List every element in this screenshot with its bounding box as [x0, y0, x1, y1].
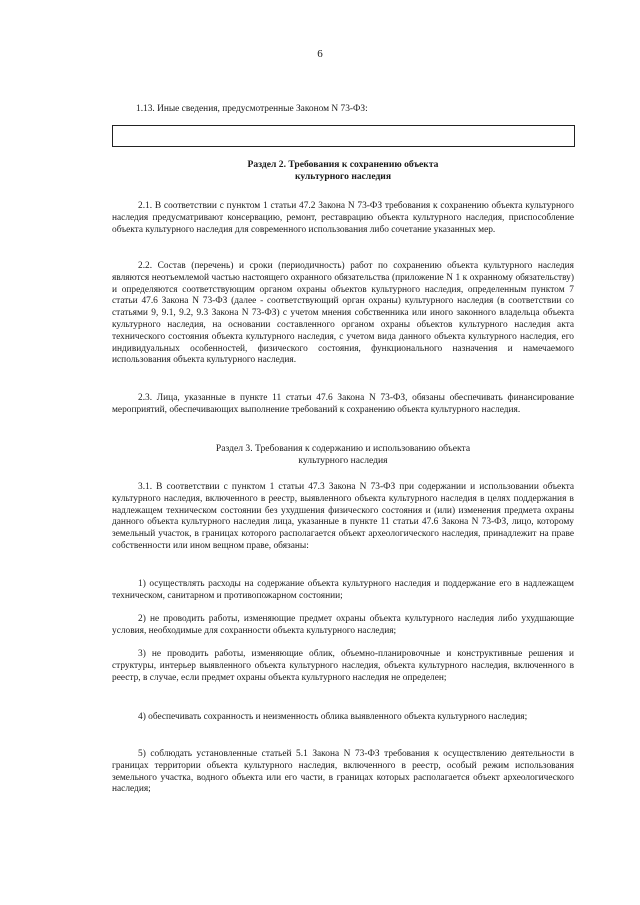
item-1-13: 1.13. Иные сведения, предусмотренные Законом N 73-ФЗ:: [136, 104, 368, 114]
empty-info-box: [112, 125, 575, 147]
paragraph-2-2: 2.2. Состав (перечень) и сроки (периодичность) работ по сохранению объекта культурного наследия являются неотъемлемой частью настоящего охранного обязательства (приложение N 1 к охранному обязательству) и определяются соответствующим органом охраны объектов культурного наследия, определенным пунктом 7 статьи 47.6 Закона N 73-ФЗ (далее - соответствующий орган охраны) культурного наследия (в соответствии со статьями 9, 9.1, 9.2, 9.3 Закона N 73-ФЗ) с учетом мнения собственника или иного законного владельца объекта культурного наследия, на основании составленного органом охраны объектов культурного наследия акта технического состояния объекта культурного наследия, с учетом вида данного объекта культурного наследия, его индивидуальных особенностей, физического состояния, функционального назначения и намечаемого использования объекта культурного наследия.: [112, 261, 574, 366]
list-item-4: 4) обеспечивать сохранность и неизменность облика выявленного объекта культурного наследия;: [138, 712, 528, 722]
list-item-3: 3) не проводить работы, изменяющие облик, объемно-планировочные и конструктивные решения и структуры, интерьер выявленного объекта культурного наследия, объекта культурного наследия, включенного в реестр, в случае, если предмет охраны объекта культурного наследия не определен;: [112, 649, 574, 683]
paragraph-3-1: 3.1. В соответствии с пунктом 1 статьи 47.3 Закона N 73-ФЗ при содержании и использовании объекта культурного наследия, включенного в реестр, выявленного объекта культурного наследия в целях поддержания в надлежащем техническом состоянии без ухудшения физического состояния и (или) изменения предмета охраны данного объекта культурного наследия лица, указанные в пункте 11 статьи 47.6 Закона N 73-ФЗ, лицо, которому земельный участок, в границах которого располагается объект археологического наследия, принадлежит на праве собственности или ином вещном праве, обязаны:: [112, 482, 574, 551]
list-item-1: 1) осуществлять расходы на содержание объекта культурного наследия и поддержание его в надлежащем техническом, санитарном и противопожарном состоянии;: [112, 579, 574, 601]
section-3-heading: [112, 443, 574, 468]
section-2-heading-line2: культурного наследия: [294, 171, 392, 183]
page-number: 6: [317, 48, 323, 60]
list-item-2: 2) не проводить работы, изменяющие предмет охраны объекта культурного наследия либо ухудшающие условия, необходимые для сохранности объекта культурного наследия;: [112, 614, 574, 636]
section-3-heading-line2: культурного наследия: [298, 455, 388, 467]
list-item-5: 5) соблюдать установленные статьей 5.1 Закона N 73-ФЗ требования к осуществлению деятельности в границах территории объекта культурного наследия, включенного в реестр, особый режим использования земельного участка, водного объекта или его части, в границах которых располагается объект археологического наследия;: [112, 749, 574, 795]
section-2-heading: [112, 159, 574, 184]
section-2-heading-line1: Раздел 2. Требования к сохранению объекта: [247, 159, 439, 170]
paragraph-2-3: 2.3. Лица, указанные в пункте 11 статьи 47.6 Закона N 73-ФЗ, обязаны обеспечивать финансирование мероприятий, обеспечивающих выполнение требований к сохранению объекта культурного наследия.: [112, 393, 574, 415]
paragraph-2-1: 2.1. В соответствии с пунктом 1 статьи 47.2 Закона N 73-ФЗ требования к сохранению объекта культурного наследия предусматривают консервацию, ремонт, реставрацию объекта культурного наследия, приспособление объекта культурного наследия для современного использования либо сочетание указанных мер.: [112, 201, 574, 235]
section-3-heading-line1: Раздел 3. Требования к содержанию и использованию объекта: [215, 443, 471, 454]
